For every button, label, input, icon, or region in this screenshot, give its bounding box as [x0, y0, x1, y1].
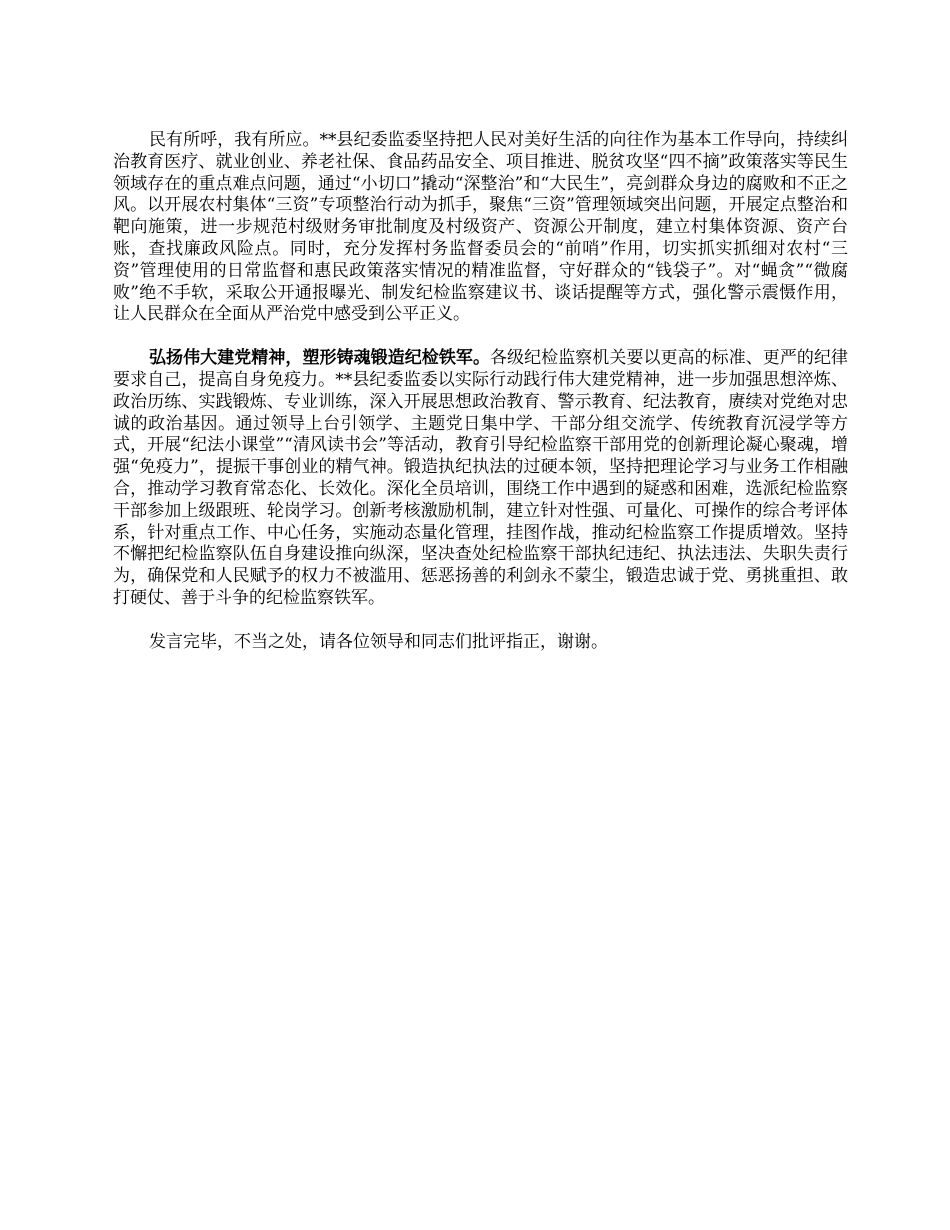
- paragraph-text: 民有所呼，我有所应。**县纪委监委坚持把人民对美好生活的向往作为基本工作导向，持续纠治教育医疗、就业创业、养老社保、食品药品安全、项目推进、脱贫攻坚“四不摘”政策落实等民生领域存在的重点难点问题，通过“小切口”撬动“深整治”和“大民生”，亮剑群众身边的腐败和不正之风。以开展农村集体“三资”专项整治行动为抓手，聚焦“三资”管理领域突出问题，开展定点整治和靶向施策，进一步规范村级财务审批制度及村级资产、资源公开制度，建立村集体资源、资产台账，查找廉政风险点。同时，充分发挥村务监督委员会的“前哨”作用，切实抓实抓细对农村“三资”管理使用的日常监督和惠民政策落实情况的精准监督，守好群众的“钱袋子”。对“蝇贪”“微腐败”绝不手软，采取公开通报曝光、制发纪检监察建议书、谈话提醒等方式，强化警示震慑作用，让人民群众在全面从严治党中感受到公平正义。: [113, 130, 848, 325]
- paragraph-livelihood: [113, 130, 848, 326]
- paragraph-party-spirit: [113, 348, 848, 610]
- paragraph-closing: [113, 632, 848, 654]
- paragraph-text: 各级纪检监察机关要以更高的标准、更严的纪律要求自己，提高自身免疫力。**县纪委监委以实际行动践行伟大建党精神，进一步加强思想淬炼、政治历练、实践锻炼、专业训练，深入开展思想政治教育、警示教育、纪法教育，赓续对党绝对忠诚的政治基因。通过领导上台引领学、主题党日集中学、干部分组交流学、传统教育沉浸学等方式，开展“纪法小课堂”“清风读书会”等活动，教育引导纪检监察干部用党的创新理论凝心聚魂，增强“免疫力”，提振干事创业的精气神。锻造执纪执法的过硬本领，坚持把理论学习与业务工作相融合，推动学习教育常态化、长效化。深化全员培训，围绕工作中遇到的疑惑和困难，选派纪检监察干部参加上级跟班、轮岗学习。创新考核激励机制，建立针对性强、可量化、可操作的综合考评体系，针对重点工作、中心任务，实施动态量化管理，挂图作战，推动纪检监察工作提质增效。坚持不懈把纪检监察队伍自身建设推向纵深，坚决查处纪检监察干部执纪违纪、执法违法、失职失责行为，确保党和人民赋予的权力不被滥用、惩恶扬善的利剑永不蒙尘，锻造忠诚于党、勇挑重担、敢打硬仗、善于斗争的纪检监察铁军。: [113, 348, 848, 608]
- paragraph-lead-heading: 弘扬伟大建党精神，塑形铸魂锻造纪检铁军。: [149, 348, 490, 369]
- paragraph-text: 发言完毕，不当之处，请各位领导和同志们批评指正，谢谢。: [149, 631, 608, 652]
- document-page: [113, 130, 848, 654]
